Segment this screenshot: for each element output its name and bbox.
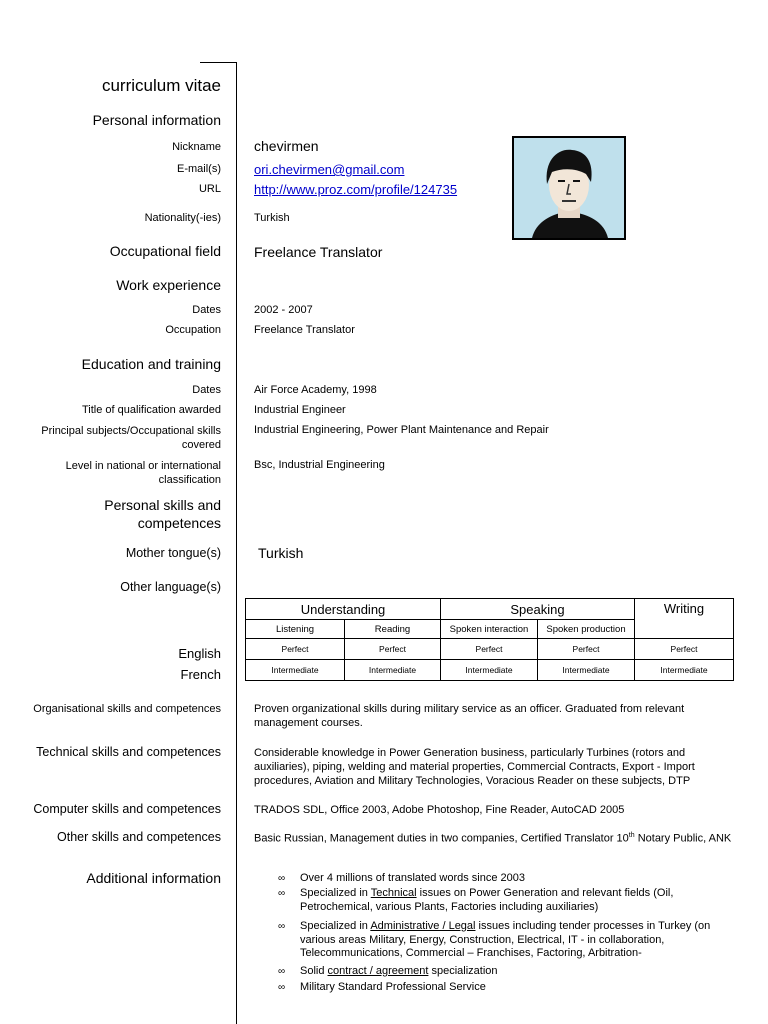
qualification-value: Industrial Engineer xyxy=(254,404,346,416)
computer-value: TRADOS SDL, Office 2003, Adobe Photoshop, Fine Reader, AutoCAD 2005 xyxy=(254,804,625,816)
column-divider xyxy=(236,62,237,1024)
occupational-label: Occupational field xyxy=(109,243,221,259)
list-item: ∞ Military Standard Professional Service xyxy=(278,981,486,993)
french-reading: Intermediate xyxy=(345,660,441,681)
mother-tongue-label: Mother tongue(s) xyxy=(125,546,221,560)
list-item: ∞ Solid contract / agreement specialization xyxy=(278,965,498,977)
other-skills-value: Basic Russian, Management duties in two companies, Certified Translator 10th Notary Public, ANK xyxy=(254,832,732,845)
email-link[interactable]: ori.chevirmen@gmail.com xyxy=(254,162,405,177)
work-heading: Work experience xyxy=(116,277,221,293)
work-dates-value: 2002 - 2007 xyxy=(254,304,313,316)
english-spoken-interaction: Perfect xyxy=(441,639,538,660)
level-label: Level in national or international classification xyxy=(65,460,221,486)
organisational-label: Organisational skills and competences xyxy=(33,703,221,715)
page-title: curriculum vitae xyxy=(101,76,221,95)
list-item: ∞ Specialized in Technical issues on Power Generation and relevant fields (Oil, Petrochemical, various Plants, Factories including auxiliaries) xyxy=(278,887,674,913)
french-listening: Intermediate xyxy=(246,660,345,681)
education-heading: Education and training xyxy=(81,356,221,372)
other-skills-label: Other skills and competences xyxy=(57,830,221,844)
list-item: ∞ Specialized in Administrative / Legal issues including tender processes in Turkey (on various areas Military, Energy, Construction, Electrical, IT - in collaboration, Telecommunications, Commercial – Franchises, Factoring, Arbitration- xyxy=(278,920,711,959)
url-link[interactable]: http://www.proz.com/profile/124735 xyxy=(254,182,458,197)
work-dates-label: Dates xyxy=(192,304,221,316)
bullet-icon: ∞ xyxy=(278,966,286,977)
technical-label: Technical skills and competences xyxy=(36,745,221,759)
email-label: E-mail(s) xyxy=(177,163,221,175)
list-item: ∞ Over 4 millions of translated words since 2003 xyxy=(278,872,525,884)
occupation-label: Occupation xyxy=(165,324,221,336)
speaking-header: Speaking xyxy=(441,599,635,620)
computer-label: Computer skills and competences xyxy=(33,802,221,816)
french-writing: Intermediate xyxy=(635,660,734,681)
other-language-label: Other language(s) xyxy=(120,580,221,594)
english-listening: Perfect xyxy=(246,639,345,660)
reading-header: Reading xyxy=(345,620,441,639)
spoken-production-header: Spoken production xyxy=(538,620,635,639)
nationality-value: Turkish xyxy=(254,212,290,224)
additional-label: Additional information xyxy=(86,870,221,886)
education-dates-value: Air Force Academy, 1998 xyxy=(254,384,377,396)
organisational-value: Proven organizational skills during military service as an officer. Graduated from relevant management courses. xyxy=(254,703,685,729)
understanding-header: Understanding xyxy=(246,599,441,620)
occupational-value: Freelance Translator xyxy=(254,244,383,260)
writing-header: Writing xyxy=(635,599,734,639)
nickname-label: Nickname xyxy=(172,141,221,153)
occupation-value: Freelance Translator xyxy=(254,324,355,336)
nickname-value: chevirmen xyxy=(254,138,319,154)
french-label: French xyxy=(180,667,221,682)
language-table xyxy=(245,598,734,681)
mother-tongue-value: Turkish xyxy=(258,545,304,561)
skills-heading: Personal skills and competences xyxy=(104,497,221,531)
url-label: URL xyxy=(198,183,221,195)
table-row xyxy=(246,660,734,681)
subjects-value: Industrial Engineering, Power Plant Maintenance and Repair xyxy=(254,424,549,436)
english-spoken-production: Perfect xyxy=(538,639,635,660)
portrait-image xyxy=(514,138,624,238)
french-spoken-production: Intermediate xyxy=(538,660,635,681)
qualification-label: Title of qualification awarded xyxy=(81,404,221,416)
spoken-interaction-header: Spoken interaction xyxy=(441,620,538,639)
nationality-label: Nationality(-ies) xyxy=(144,212,221,224)
education-dates-label: Dates xyxy=(192,384,221,396)
table-row xyxy=(246,639,734,660)
bullet-icon: ∞ xyxy=(278,888,286,899)
subjects-label: Principal subjects/Occupational skills covered xyxy=(41,425,221,451)
technical-value: Considerable knowledge in Power Generation business, particularly Turbines (rotors and auxiliaries), piping, welding and material properties, Commercial Contracts, Export - Import procedures, Aviation and Military Technologies, Voracious Reader on these subjects, DTP xyxy=(254,747,695,787)
french-spoken-interaction: Intermediate xyxy=(441,660,538,681)
profile-photo xyxy=(512,136,626,240)
english-writing: Perfect xyxy=(635,639,734,660)
bullet-icon: ∞ xyxy=(278,921,286,932)
bullet-icon: ∞ xyxy=(278,873,286,884)
header-rule xyxy=(200,62,237,63)
level-value: Bsc, Industrial Engineering xyxy=(254,459,385,471)
english-label: English xyxy=(178,646,221,661)
english-reading: Perfect xyxy=(345,639,441,660)
personal-heading: Personal information xyxy=(92,112,221,128)
bullet-icon: ∞ xyxy=(278,982,286,993)
listening-header: Listening xyxy=(246,620,345,639)
